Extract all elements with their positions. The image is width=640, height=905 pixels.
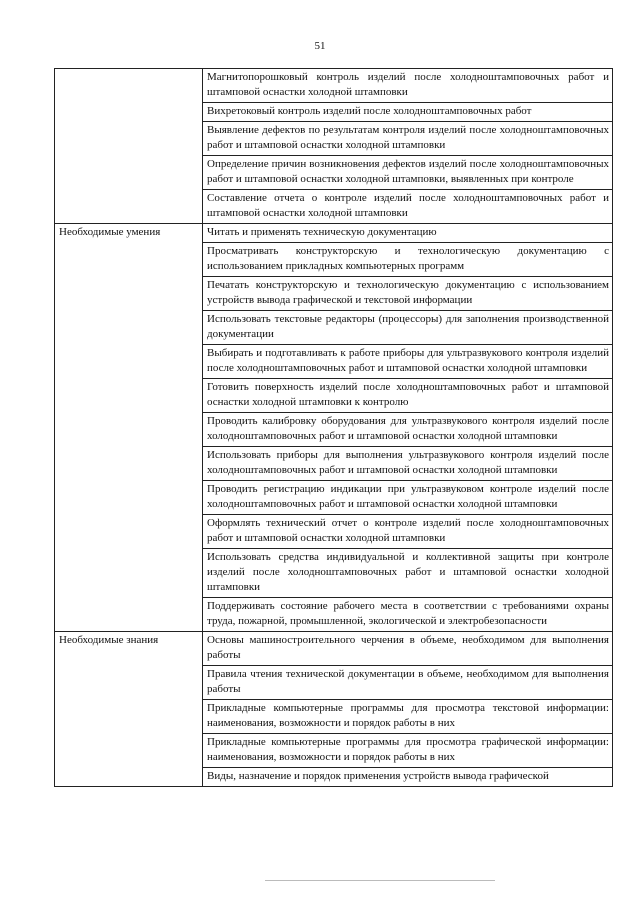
requirement-cell: Просматривать конструкторскую и технологическую документацию с использованием прикладных компьютерных программ bbox=[203, 243, 613, 277]
requirement-cell: Прикладные компьютерные программы для просмотра текстовой информации: наименования, возможности и порядок работы в них bbox=[203, 700, 613, 734]
requirement-cell: Проводить регистрацию индикации при ультразвуковом контроле изделий после холодноштамповочных работ и штамповой оснастки холодной штамповки bbox=[203, 481, 613, 515]
competency-table bbox=[54, 68, 613, 787]
requirement-cell: Оформлять технический отчет о контроле изделий после холодноштамповочных работ и штамповой оснастки холодной штамповки bbox=[203, 515, 613, 549]
requirement-cell: Определение причин возникновения дефектов изделий после холодноштамповочных работ и штамповой оснастки холодной штамповки, выявленных при контроле bbox=[203, 156, 613, 190]
table-row bbox=[55, 69, 613, 103]
requirement-cell: Виды, назначение и порядок применения устройств вывода графической bbox=[203, 768, 613, 787]
section-heading: Необходимые знания bbox=[55, 632, 203, 787]
requirement-cell: Выявление дефектов по результатам контроля изделий после холодноштамповочных работ и штамповой оснастки холодной штамповки bbox=[203, 122, 613, 156]
requirement-cell: Магнитопорошковый контроль изделий после холодноштамповочных работ и штамповой оснастки холодной штамповки bbox=[203, 69, 613, 103]
requirement-cell: Проводить калибровку оборудования для ультразвукового контроля изделий после холодноштамповочных работ и штамповой оснастки холодной штамповки bbox=[203, 413, 613, 447]
competency-table-body bbox=[55, 69, 613, 787]
requirement-cell: Выбирать и подготавливать к работе приборы для ультразвукового контроля изделий после холодноштамповочных работ и штамповой оснастки холодной штамповки bbox=[203, 345, 613, 379]
requirement-cell: Поддерживать состояние рабочего места в соответствии с требованиями охраны труда, пожарной, промышленной, экологической и электробезопасности bbox=[203, 598, 613, 632]
page-number: 51 bbox=[314, 40, 326, 52]
requirement-cell: Использовать средства индивидуальной и коллективной защиты при контроле изделий после холодноштамповочных работ и штамповой оснастки холодной штамповки bbox=[203, 549, 613, 598]
table-row bbox=[55, 632, 613, 666]
section-heading: Необходимые умения bbox=[55, 224, 203, 632]
requirement-cell: Вихретоковый контроль изделий после холодноштамповочных работ bbox=[203, 103, 613, 122]
requirement-cell: Использовать приборы для выполнения ультразвукового контроля изделий после холодноштамповочных работ и штамповой оснастки холодной штамповки bbox=[203, 447, 613, 481]
requirement-cell: Читать и применять техническую документацию bbox=[203, 224, 613, 243]
requirement-cell: Печатать конструкторскую и технологическую документацию с использованием устройств вывода графической и текстовой информации bbox=[203, 277, 613, 311]
requirement-cell: Готовить поверхность изделий после холодноштамповочных работ и штамповой оснастки холодной штамповки к контролю bbox=[203, 379, 613, 413]
requirement-cell: Основы машиностроительного черчения в объеме, необходимом для выполнения работы bbox=[203, 632, 613, 666]
bottom-rule bbox=[265, 880, 495, 881]
requirement-cell: Использовать текстовые редакторы (процессоры) для заполнения производственной документации bbox=[203, 311, 613, 345]
requirement-cell: Прикладные компьютерные программы для просмотра графической информации: наименования, возможности и порядок работы в них bbox=[203, 734, 613, 768]
requirement-cell: Составление отчета о контроле изделий после холодноштамповочных работ и штамповой оснастки холодной штамповки bbox=[203, 190, 613, 224]
section-heading bbox=[55, 69, 203, 224]
table-row bbox=[55, 224, 613, 243]
requirement-cell: Правила чтения технической документации в объеме, необходимом для выполнения работы bbox=[203, 666, 613, 700]
